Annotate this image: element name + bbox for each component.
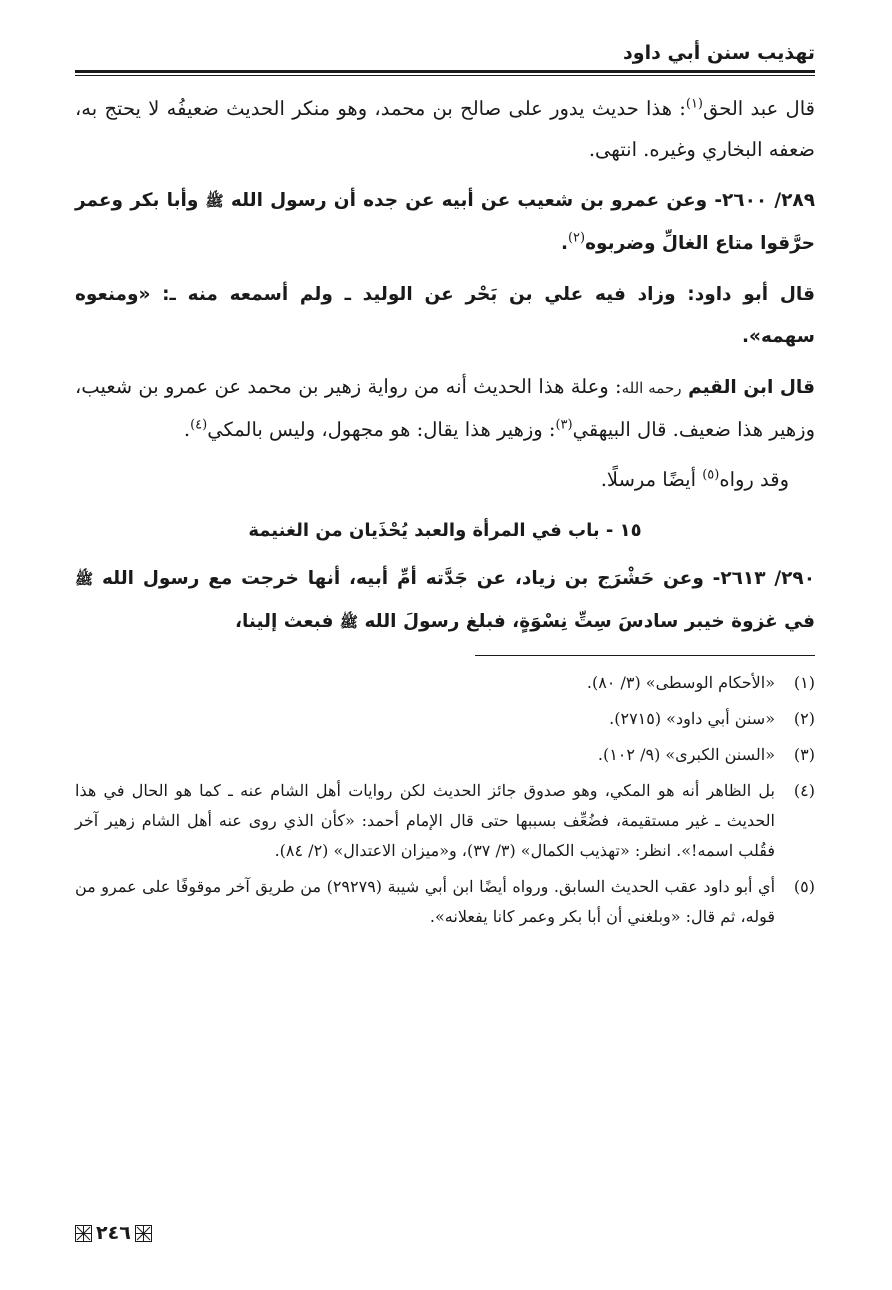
text-run: وقد رواه [719,468,789,491]
footnote-item [75,704,815,734]
text-run: قال عبد الحق [703,97,815,120]
footnote-separator [475,655,815,656]
header-rule-thick [75,70,815,73]
ornament-icon [75,1225,92,1242]
text-run: . [560,233,568,254]
text-run: : هذا حديث يدور على صالح بن محمد، وهو منكر الحديث ضعيفُه لا يحتج به، ضعفه البخاري وغيره. انتهى. [75,97,815,161]
footnote-text: أي أبو داود عقب الحديث السابق. ورواه أيضًا ابن أبي شيبة (٢٩٢٧٩) من طريق آخر موقوفًا على عمرو من قوله، ثم قال: «وبلغني أن أبا بكر وعمر كانا يفعلانه». [75,877,776,926]
footnote-marker: (٣) [555,417,573,433]
chapter-heading: ١٥ - باب في المرأة والعبد يُحْذَيان من الغنيمة [248,520,642,541]
footnote-marker: (٤) [190,417,208,433]
book-page [75,38,815,938]
header-rule-thin [75,75,815,76]
honorific-phrase: رحمه الله [621,379,682,397]
footnote-marker: (٥) [702,467,720,483]
footnote-number: (١) [793,673,815,692]
footnote-item [75,776,815,866]
footnote-text: «السنن الكبرى» (٩/ ١٠٢). [597,745,775,764]
paragraph-p5 [75,459,815,500]
text-run: . [183,418,191,441]
page-number: ٢٤٦ [96,1222,131,1244]
text-run: أيضًا مرسلًا. [600,468,703,491]
paragraph-p3 [75,273,815,357]
footnote-number: (٥) [793,877,815,896]
footnote-number: (٣) [793,745,815,764]
text-run: فبعث إلينا، [234,611,340,632]
text-run: : وعلة هذا الحديث أنه من رواية زهير بن محمد عن عمرو بن شعيب، وزهير هذا ضعيف. قال البيهقي [75,375,815,441]
paragraph-p4 [75,366,815,450]
footnote-text: بل الظاهر أنه هو المكي، وهو صدوق جائز الحديث لكن روايات أهل الشام عنه ـ كما هو الحال في هذا الحديث ـ غير مستقيمة، فضُعِّف بسببها حتى قال الإمام أحمد: «كأن الذي روى عنه أهل الشام زهير آخر فقُلب اسمه!». انظر: «تهذيب الكمال» (٣/ ٣٧)، و«ميزان الاعتدال» (٢/ ٨٤). [75,781,776,860]
page-number-block [75,1222,152,1244]
text-run: قال أبو داود: وزاد فيه علي بن بَحْر عن الوليد ـ ولم أسمعه منه ـ: «ومنعوه سهمه». [75,284,815,347]
footnotes [75,668,815,932]
footnote-text: «الأحكام الوسطى» (٣/ ٨٠). [586,673,775,692]
paragraphs-after-chapter [75,557,815,643]
footnote-item [75,740,815,770]
running-title: تهذيب سنن أبي داود [623,42,815,64]
footnote-number: (٢) [793,709,815,728]
text-run: ٢٩٠/ ٢٦١٣- وعن حَشْرَج بن زياد، عن جَدَّته أمِّ أبيه، أنها خرجت مع رسول الله [93,568,815,589]
main-text [75,88,815,643]
footnote-text: «سنن أبي داود» (٢٧١٥). [609,709,775,728]
paragraph-p6 [75,557,815,643]
paragraph-p1 [75,88,815,170]
honorific-phrase: ﷺ [339,613,359,631]
text-run: قال ابن القيم [681,377,815,398]
honorific-phrase: ﷺ [75,570,94,588]
footnote-item [75,668,815,698]
text-run: وأبا بكر وعمر حرَّقوا متاع الغالِّ وضربوه [75,190,815,254]
text-run: : وزهير هذا يقال: هو مجهول، وليس بالمكي [207,418,556,441]
text-run: ٢٨٩/ ٢٦٠٠- وعن عمرو بن شعيب عن أبيه عن جده أن رسول الله [223,190,815,211]
footnote-item [75,872,815,932]
paragraphs-before-chapter [75,88,815,500]
honorific-phrase: ﷺ [205,192,224,210]
footnote-marker: (٢) [567,230,586,246]
footnote-number: (٤) [793,781,815,800]
paragraph-p2 [75,179,815,264]
footnote-marker: (١) [685,96,703,112]
ornament-icon [135,1225,152,1242]
text-run: في غزوة خيبر سادسَ سِتِّ نِسْوَةٍ، فبلغ رسولَ الله [358,611,815,632]
